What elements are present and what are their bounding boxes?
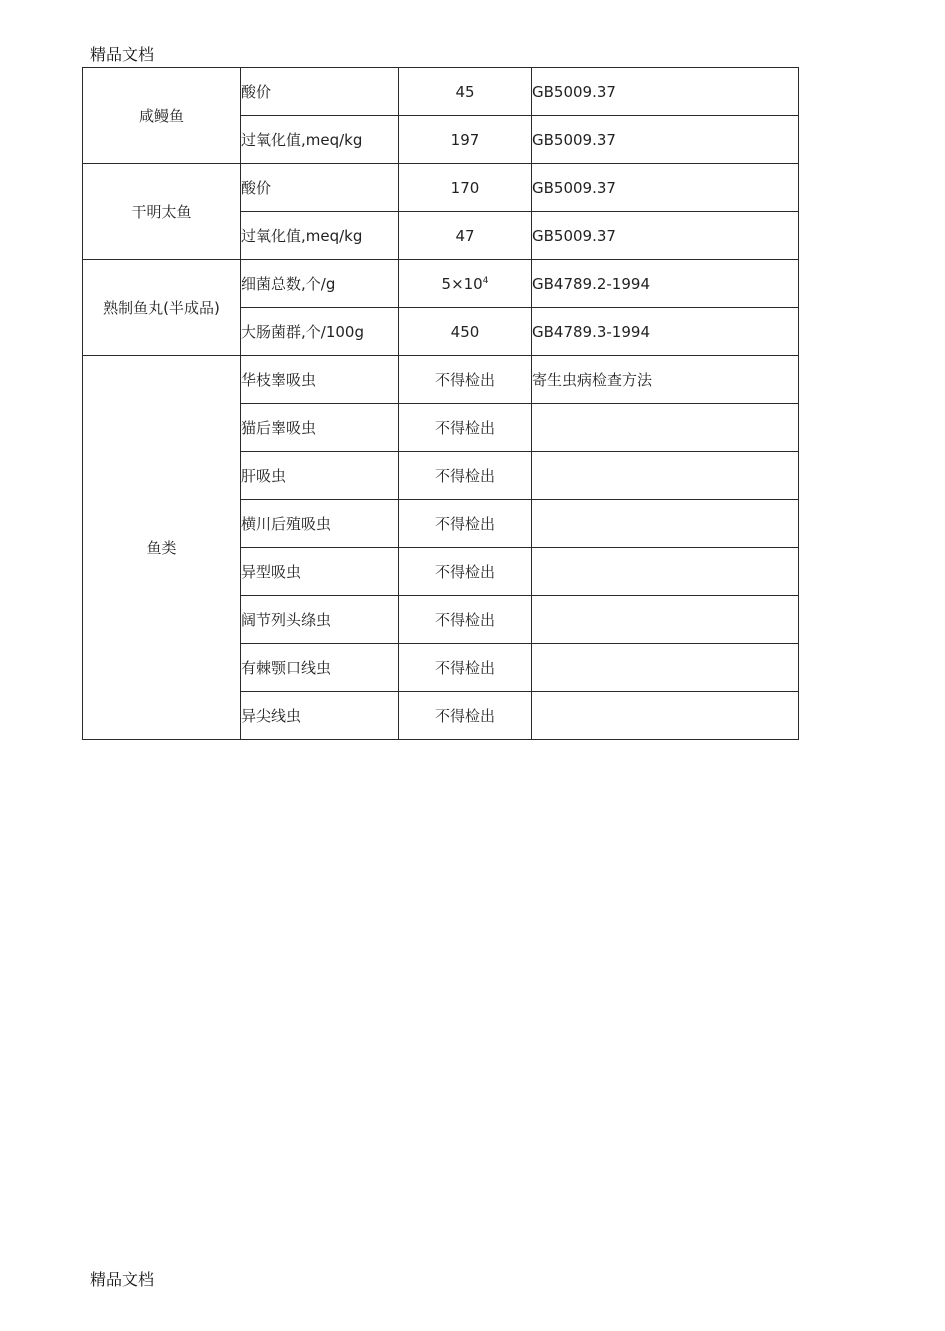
method-cell [532, 596, 799, 644]
item-cell: 过氧化值,meq/kg [241, 116, 399, 164]
method-cell [532, 500, 799, 548]
value-cell: 不得检出 [399, 404, 532, 452]
method-cell [532, 548, 799, 596]
value-cell [399, 260, 532, 308]
item-cell: 过氧化值,meq/kg [241, 212, 399, 260]
item-cell: 酸价 [241, 164, 399, 212]
method-cell: GB5009.37 [532, 68, 799, 116]
value-cell: 170 [399, 164, 532, 212]
value-cell: 不得检出 [399, 692, 532, 740]
value-cell: 不得检出 [399, 356, 532, 404]
item-cell: 华枝睾吸虫 [241, 356, 399, 404]
item-cell: 酸价 [241, 68, 399, 116]
value-base: 5×10 [441, 274, 483, 293]
value-cell: 不得检出 [399, 596, 532, 644]
method-cell [532, 692, 799, 740]
method-cell: GB5009.37 [532, 116, 799, 164]
item-cell: 异尖线虫 [241, 692, 399, 740]
method-cell: 寄生虫病检查方法 [532, 356, 799, 404]
item-cell: 异型吸虫 [241, 548, 399, 596]
method-cell: GB4789.2-1994 [532, 260, 799, 308]
method-cell: GB5009.37 [532, 212, 799, 260]
item-cell: 肝吸虫 [241, 452, 399, 500]
table-row [83, 68, 799, 116]
table-row [83, 356, 799, 404]
item-cell: 有棘颚口线虫 [241, 644, 399, 692]
category-cell: 熟制鱼丸(半成品) [83, 260, 241, 356]
method-cell [532, 404, 799, 452]
method-cell: GB4789.3-1994 [532, 308, 799, 356]
table-row [83, 260, 799, 308]
item-cell: 猫后睾吸虫 [241, 404, 399, 452]
value-cell: 不得检出 [399, 644, 532, 692]
value-cell: 47 [399, 212, 532, 260]
value-cell: 197 [399, 116, 532, 164]
value-exponent: 4 [482, 275, 489, 286]
value-cell: 不得检出 [399, 548, 532, 596]
category-cell: 咸鳗鱼 [83, 68, 241, 164]
value-cell: 450 [399, 308, 532, 356]
value-cell: 不得检出 [399, 500, 532, 548]
method-cell [532, 644, 799, 692]
item-cell: 细菌总数,个/g [241, 260, 399, 308]
category-cell: 鱼类 [83, 356, 241, 740]
table-row [83, 164, 799, 212]
value-cell: 45 [399, 68, 532, 116]
item-cell: 横川后殖吸虫 [241, 500, 399, 548]
category-cell: 干明太鱼 [83, 164, 241, 260]
method-cell: GB5009.37 [532, 164, 799, 212]
page-footer-label: 精品文档 [90, 1270, 155, 1289]
page-header-label: 精品文档 [90, 45, 155, 64]
method-cell [532, 452, 799, 500]
value-cell: 不得检出 [399, 452, 532, 500]
item-cell: 阔节列头绦虫 [241, 596, 399, 644]
item-cell: 大肠菌群,个/100g [241, 308, 399, 356]
standards-table [82, 67, 799, 740]
